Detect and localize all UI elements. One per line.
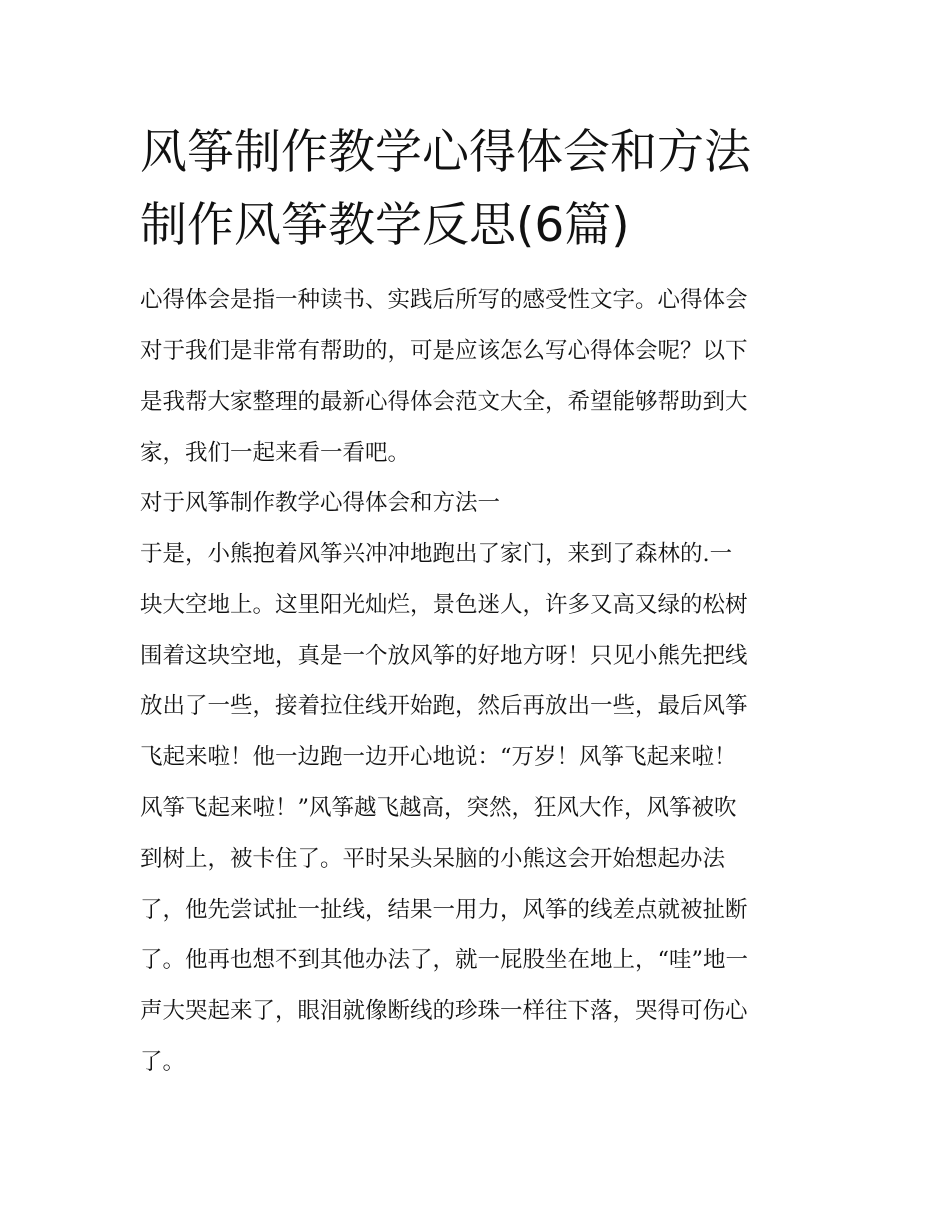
body-line: 了，他先尝试扯一扯线，结果一用力，风筝的线差点就被扯断 [140,896,748,923]
body-line: 到树上，被卡住了。平时呆头呆脑的小熊这会开始想起办法 [140,845,726,872]
page-title [140,116,812,262]
body-line: 放出了一些，接着拉住线开始跑，然后再放出一些，最后风筝 [140,693,748,720]
section-body-paragraph [140,529,812,1088]
section-heading [140,478,812,529]
intro-line: 对于我们是非常有帮助的，可是应该怎么写心得体会呢？以下 [140,338,748,364]
intro-line: 心得体会是指一种读书、实践后所写的感受性文字。心得体会 [140,287,748,313]
body-line: 风筝飞起来啦！”风筝越飞越高，突然，狂风大作，风筝被吹 [140,794,737,821]
body-line: 了。他再也想不到其他办法了，就一屁股坐在地上，“哇”地一 [140,947,749,974]
body-line: 声大哭起来了，眼泪就像断线的珍珠一样往下落，哭得可伤心 [140,998,748,1025]
title-line-1: 风筝制作教学心得体会和方法 [140,125,751,180]
intro-line: 家，我们一起来看一看吧。 [140,440,411,466]
section-heading-text: 对于风筝制作教学心得体会和方法一 [140,490,501,516]
body-line: 于是，小熊抱着风筝兴冲冲地跑出了家门，来到了森林的.一 [140,541,733,567]
body-line: 围着这块空地，真是一个放风筝的好地方呀！只见小熊先把线 [140,642,748,669]
intro-paragraph [140,275,812,479]
body-line: 了。 [140,1048,186,1075]
document-page [140,0,812,1229]
body-line: 飞起来啦！他一边跑一边开心地说：“万岁！风筝飞起来啦！ [140,744,737,771]
body-line: 块大空地上。这里阳光灿烂，景色迷人，许多又高又绿的松树 [140,591,748,618]
intro-line: 是我帮大家整理的最新心得体会范文大全，希望能够帮助到大 [140,389,748,415]
title-line-2: 制作风筝教学反思(6篇) [140,198,630,253]
